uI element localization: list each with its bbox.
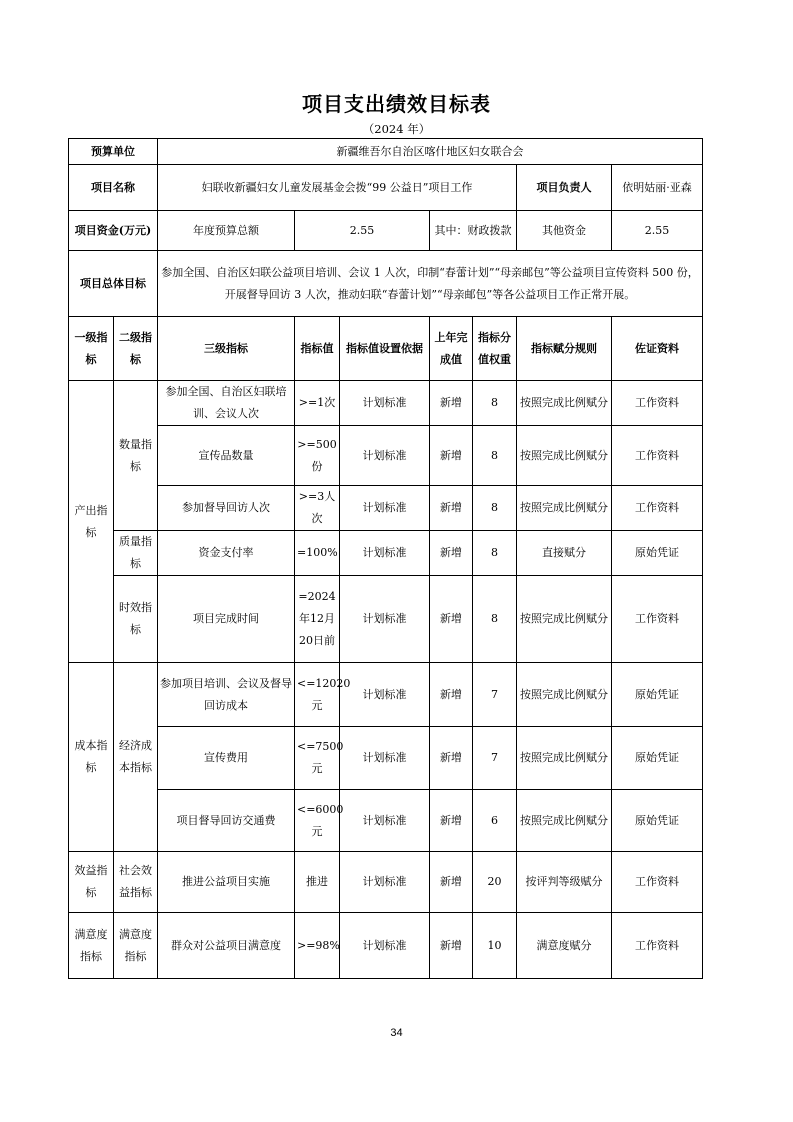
table-row xyxy=(69,913,703,979)
budget-unit-value: 新疆维吾尔自治区喀什地区妇女联合会 xyxy=(158,139,703,165)
indicator-value: <=7500元 xyxy=(295,727,340,790)
group-economic-cost: 经济成本指标 xyxy=(114,663,158,852)
fiscal-label: 其中：财政拨款 xyxy=(430,211,517,251)
indicator-rule: 按照完成比例赋分 xyxy=(517,486,612,531)
project-name-value: 妇联收新疆妇女儿童发展基金会拨“99 公益日”项目工作 xyxy=(158,165,517,211)
indicator-rule: 按照完成比例赋分 xyxy=(517,790,612,852)
project-funds-label: 项目资金(万元) xyxy=(69,211,158,251)
indicator-name: 参加督导回访人次 xyxy=(158,486,295,531)
indicator-last: 新增 xyxy=(430,663,473,727)
indicator-evidence: 原始凭证 xyxy=(612,790,703,852)
indicator-last: 新增 xyxy=(430,852,473,913)
indicator-basis: 计划标准 xyxy=(340,576,430,663)
project-leader-value: 依明姑丽·亚森 xyxy=(612,165,703,211)
indicator-rule: 按照完成比例赋分 xyxy=(517,381,612,426)
indicator-name: 宣传品数量 xyxy=(158,426,295,486)
indicator-basis: 计划标准 xyxy=(340,852,430,913)
indicator-value: <=6000元 xyxy=(295,790,340,852)
indicator-last: 新增 xyxy=(430,576,473,663)
header-value: 指标值 xyxy=(295,317,340,381)
indicator-evidence: 工作资料 xyxy=(612,381,703,426)
group-quantity: 数量指标 xyxy=(114,426,158,486)
indicator-weight: 8 xyxy=(473,531,517,576)
indicator-name: 推进公益项目实施 xyxy=(158,852,295,913)
other-funds-value: 2.55 xyxy=(612,211,703,251)
table-row xyxy=(69,381,703,426)
indicator-weight: 6 xyxy=(473,790,517,852)
group-output: 产出指标 xyxy=(69,381,114,663)
table-row xyxy=(69,531,703,576)
budget-unit-row xyxy=(69,139,703,165)
indicator-value: >=3人次 xyxy=(295,486,340,531)
indicator-weight: 8 xyxy=(473,426,517,486)
indicator-rule: 按照完成比例赋分 xyxy=(517,576,612,663)
indicator-value: >=98% xyxy=(295,913,340,979)
indicator-rule: 按评判等级赋分 xyxy=(517,852,612,913)
table-row xyxy=(69,663,703,727)
indicator-basis: 计划标准 xyxy=(340,790,430,852)
indicator-rule: 满意度赋分 xyxy=(517,913,612,979)
indicator-value: =100% xyxy=(295,531,340,576)
indicator-evidence: 原始凭证 xyxy=(612,727,703,790)
header-level1: 一级指标 xyxy=(69,317,114,381)
overall-goal-text: 参加全国、自治区妇联公益项目培训、会议 1 人次，印制“春蕾计划”“母亲邮包”等公益项目宣传资料 500 份，开展督导回访 3 人次，推动妇联“春蕾计划”“母亲邮包”等各公益项目工作正常开展。 xyxy=(158,251,703,317)
indicator-weight: 20 xyxy=(473,852,517,913)
overall-goal-label: 项目总体目标 xyxy=(69,251,158,317)
table-row xyxy=(69,852,703,913)
indicator-value: <=12020元 xyxy=(295,663,340,727)
indicator-basis: 计划标准 xyxy=(340,486,430,531)
indicator-basis: 计划标准 xyxy=(340,913,430,979)
indicator-rule: 按照完成比例赋分 xyxy=(517,663,612,727)
indicator-rule: 直接赋分 xyxy=(517,531,612,576)
table-row xyxy=(69,486,703,531)
indicator-value: 推进 xyxy=(295,852,340,913)
indicator-last: 新增 xyxy=(430,913,473,979)
other-funds-label: 其他资金 xyxy=(517,211,612,251)
overall-goal-row xyxy=(69,251,703,317)
indicator-value: =2024年12月20日前 xyxy=(295,576,340,663)
header-evidence: 佐证资料 xyxy=(612,317,703,381)
indicator-last: 新增 xyxy=(430,381,473,426)
indicator-value: >=1次 xyxy=(295,381,340,426)
indicator-last: 新增 xyxy=(430,790,473,852)
annual-budget-label: 年度预算总额 xyxy=(158,211,295,251)
header-level3: 三级指标 xyxy=(158,317,295,381)
header-rule: 指标赋分规则 xyxy=(517,317,612,381)
annual-budget-value: 2.55 xyxy=(295,211,430,251)
indicator-name: 资金支付率 xyxy=(158,531,295,576)
indicator-evidence: 工作资料 xyxy=(612,852,703,913)
group-benefit: 效益指标 xyxy=(69,852,114,913)
indicator-weight: 7 xyxy=(473,663,517,727)
indicator-weight: 10 xyxy=(473,913,517,979)
table-row xyxy=(69,426,703,486)
page-title: 项目支出绩效目标表 xyxy=(302,92,491,116)
project-leader-label: 项目负责人 xyxy=(517,165,612,211)
indicator-evidence: 工作资料 xyxy=(612,913,703,979)
indicator-last: 新增 xyxy=(430,486,473,531)
group-satisfaction: 满意度指标 xyxy=(69,913,114,979)
indicator-weight: 8 xyxy=(473,576,517,663)
page-number: 34 xyxy=(390,1027,403,1039)
indicator-evidence: 工作资料 xyxy=(612,426,703,486)
indicator-name: 宣传费用 xyxy=(158,727,295,790)
indicator-evidence: 工作资料 xyxy=(612,576,703,663)
indicator-name: 项目督导回访交通费 xyxy=(158,790,295,852)
header-level2: 二级指标 xyxy=(114,317,158,381)
indicator-basis: 计划标准 xyxy=(340,426,430,486)
indicator-last: 新增 xyxy=(430,531,473,576)
indicator-name: 参加项目培训、会议及督导回访成本 xyxy=(158,663,295,727)
indicator-basis: 计划标准 xyxy=(340,727,430,790)
group-quality: 质量指标 xyxy=(114,531,158,576)
table-row xyxy=(69,576,703,663)
indicator-basis: 计划标准 xyxy=(340,381,430,426)
indicator-weight: 7 xyxy=(473,727,517,790)
group-satisfaction-sub: 满意度指标 xyxy=(114,913,158,979)
project-name-label: 项目名称 xyxy=(69,165,158,211)
header-weight: 指标分值权重 xyxy=(473,317,517,381)
year-label: （2024 年） xyxy=(362,122,431,136)
project-name-row xyxy=(69,165,703,211)
group-cost: 成本指标 xyxy=(69,663,114,852)
table-row xyxy=(69,727,703,790)
indicator-header-row xyxy=(69,317,703,381)
indicator-basis: 计划标准 xyxy=(340,663,430,727)
indicator-weight: 8 xyxy=(473,381,517,426)
indicator-last: 新增 xyxy=(430,727,473,790)
header-basis: 指标值设置依据 xyxy=(340,317,430,381)
table-row xyxy=(69,790,703,852)
indicator-name: 群众对公益项目满意度 xyxy=(158,913,295,979)
indicator-rule: 按照完成比例赋分 xyxy=(517,426,612,486)
indicator-value: >=500份 xyxy=(295,426,340,486)
indicator-evidence: 原始凭证 xyxy=(612,531,703,576)
indicator-name: 项目完成时间 xyxy=(158,576,295,663)
indicator-rule: 按照完成比例赋分 xyxy=(517,727,612,790)
indicator-last: 新增 xyxy=(430,426,473,486)
indicator-evidence: 原始凭证 xyxy=(612,663,703,727)
indicator-evidence: 工作资料 xyxy=(612,486,703,531)
header-last-year: 上年完成值 xyxy=(430,317,473,381)
indicator-name: 参加全国、自治区妇联培训、会议人次 xyxy=(158,381,295,426)
project-funds-row xyxy=(69,211,703,251)
group-timeliness: 时效指标 xyxy=(114,576,158,663)
indicator-basis: 计划标准 xyxy=(340,531,430,576)
indicator-weight: 8 xyxy=(473,486,517,531)
budget-unit-label: 预算单位 xyxy=(69,139,158,165)
performance-table xyxy=(68,138,703,979)
group-social-benefit: 社会效益指标 xyxy=(114,852,158,913)
